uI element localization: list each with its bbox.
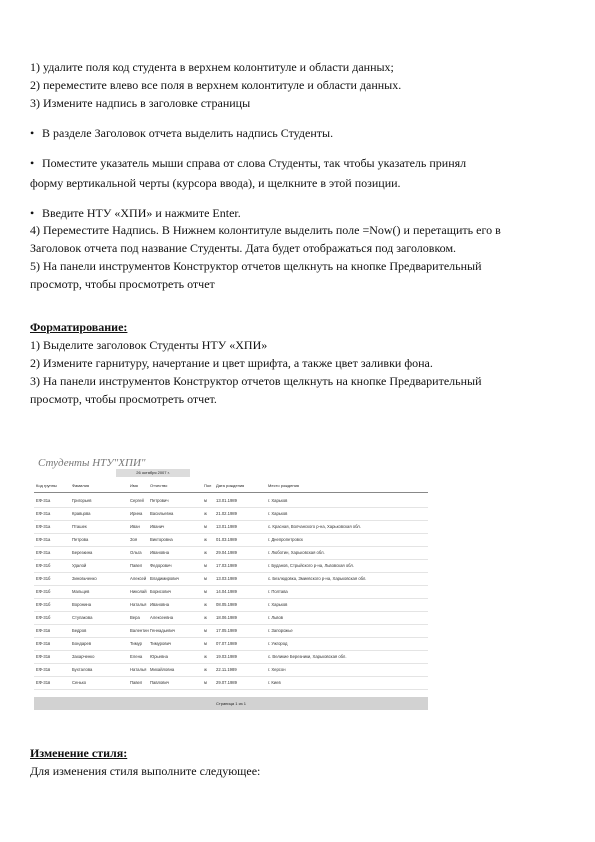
table-row bbox=[34, 625, 428, 638]
cell-first-name: Наталья bbox=[130, 667, 147, 672]
cell-gender: м bbox=[204, 524, 207, 529]
cell-birth-date: 13.01.1989 bbox=[216, 524, 237, 529]
header-gender: Пол bbox=[204, 483, 212, 488]
table-row bbox=[34, 495, 428, 508]
cell-birth-place: г. Буданов, Стрыйского р-на, Львовская обл. bbox=[268, 563, 354, 568]
step-3: 3) Измените надпись в заголовке страницы bbox=[30, 96, 251, 110]
cell-birth-place: г. Киев bbox=[268, 680, 281, 685]
table-row bbox=[34, 508, 428, 521]
header-birth-date: Дата рождения bbox=[216, 483, 245, 488]
cell-group-code: ЕФ-31в bbox=[36, 628, 51, 633]
table-row bbox=[34, 599, 428, 612]
cell-gender: м bbox=[204, 563, 207, 568]
cell-first-name: Вера bbox=[130, 615, 140, 620]
step-5-line-1: 5) На панели инструментов Конструктор отчетов щелкнуть на кнопке Предварительный bbox=[30, 259, 482, 273]
cell-first-name: Валентин bbox=[130, 628, 149, 633]
cell-last-name: Зиновьченко bbox=[72, 576, 97, 581]
table-row bbox=[34, 612, 428, 625]
cell-birth-place: с. Безлюдовка, Змиевского р-на, Харьковская обл. bbox=[268, 576, 367, 581]
cell-birth-date: 14.04.1989 bbox=[216, 589, 237, 594]
cell-last-name: Сенько bbox=[72, 680, 87, 685]
cell-birth-place: г. Полтава bbox=[268, 589, 288, 594]
cell-group-code: ЕФ-31в bbox=[36, 667, 51, 672]
cell-birth-place: г. Днепропетровск bbox=[268, 537, 303, 542]
report-header-row bbox=[34, 480, 428, 493]
cell-group-code: ЕФ-31а bbox=[36, 498, 51, 503]
cell-gender: ж bbox=[204, 654, 207, 659]
cell-patronymic: Ивановна bbox=[150, 550, 170, 555]
cell-gender: м bbox=[204, 680, 207, 685]
cell-birth-place: г. Херсон bbox=[268, 667, 286, 672]
cell-first-name: Елена bbox=[130, 654, 143, 659]
table-row bbox=[34, 573, 428, 586]
step-5-line-2: просмотр, чтобы просмотреть отчет bbox=[30, 277, 215, 291]
header-patronymic: Отчество bbox=[150, 483, 168, 488]
cell-gender: ж bbox=[204, 550, 207, 555]
table-row bbox=[34, 534, 428, 547]
cell-birth-place: г. Харьков bbox=[268, 511, 288, 516]
cell-birth-date: 08.05.1989 bbox=[216, 602, 237, 607]
cell-birth-date: 07.07.1989 bbox=[216, 641, 237, 646]
table-row bbox=[34, 664, 428, 677]
cell-gender: ж bbox=[204, 537, 207, 542]
cell-gender: м bbox=[204, 576, 207, 581]
cell-patronymic: Геннадьевич bbox=[150, 628, 175, 633]
table-row bbox=[34, 560, 428, 573]
cell-birth-date: 01.03.1989 bbox=[216, 537, 237, 542]
cell-first-name: Зоя bbox=[130, 537, 138, 542]
cell-first-name: Тимур bbox=[130, 641, 143, 646]
table-row bbox=[34, 586, 428, 599]
report-rows bbox=[34, 495, 428, 690]
cell-gender: ж bbox=[204, 667, 207, 672]
cell-gender: м bbox=[204, 498, 207, 503]
cell-first-name: Сергей bbox=[130, 498, 144, 503]
bullet-2-line-1: • Поместите указатель мыши справа от слова Студенты, так чтобы указатель принял bbox=[30, 155, 466, 171]
bullet-1: • В разделе Заголовок отчета выделить надпись Студенты. bbox=[30, 125, 333, 141]
cell-group-code: ЕФ-31а bbox=[36, 524, 51, 529]
cell-first-name: Павел bbox=[130, 680, 143, 685]
style-instruction: Для изменения стиля выполните следующее: bbox=[30, 764, 261, 778]
header-birth-place: Место рождения bbox=[268, 483, 299, 488]
cell-last-name: Бондарев bbox=[72, 641, 92, 646]
cell-patronymic: Михайловна bbox=[150, 667, 175, 672]
cell-birth-place: г. Харьков bbox=[268, 498, 288, 503]
cell-birth-place: г. Люботин, Харьковская обл. bbox=[268, 550, 325, 555]
cell-group-code: ЕФ-31а bbox=[36, 511, 51, 516]
cell-patronymic: Алексеевна bbox=[150, 615, 174, 620]
cell-last-name: Мальцев bbox=[72, 589, 90, 594]
step-4-line-2: Заголовок отчета под название Студенты. Дата будет отображаться под заголовком. bbox=[30, 241, 457, 255]
format-step-3-line-1: 3) На панели инструментов Конструктор отчетов щелкнуть на кнопке Предварительный bbox=[30, 374, 482, 388]
cell-first-name: Ольга bbox=[130, 550, 142, 555]
cell-last-name: Пташек bbox=[72, 524, 87, 529]
report-date: 26 октября 2007 г. bbox=[116, 469, 190, 477]
table-row bbox=[34, 547, 428, 560]
cell-group-code: ЕФ-31б bbox=[36, 563, 51, 568]
step-2: 2) переместите влево все поля в верхнем колонтитуле и области данных. bbox=[30, 78, 402, 92]
cell-last-name: Удалой bbox=[72, 563, 87, 568]
cell-gender: м bbox=[204, 589, 207, 594]
cell-patronymic: Петрович bbox=[150, 498, 169, 503]
formatting-heading: Форматирование: bbox=[30, 320, 128, 334]
format-step-2: 2) Измените гарнитуру, начертание и цвет шрифта, а также цвет заливки фона. bbox=[30, 356, 433, 370]
cell-birth-date: 18.06.1989 bbox=[216, 615, 237, 620]
cell-birth-date: 19.03.1989 bbox=[216, 654, 237, 659]
cell-group-code: ЕФ-31в bbox=[36, 641, 51, 646]
cell-first-name: Ирина bbox=[130, 511, 143, 516]
table-row bbox=[34, 651, 428, 664]
cell-patronymic: Юрьевна bbox=[150, 654, 168, 659]
cell-birth-date: 17.05.1989 bbox=[216, 628, 237, 633]
cell-first-name: Алексей bbox=[130, 576, 147, 581]
cell-first-name: Николай bbox=[130, 589, 147, 594]
cell-birth-date: 13.03.1989 bbox=[216, 576, 237, 581]
cell-group-code: ЕФ-31б bbox=[36, 615, 51, 620]
header-group-code: Код группы bbox=[36, 483, 57, 488]
cell-birth-date: 22.11.1989 bbox=[216, 667, 237, 672]
cell-birth-place: с. Красная, Волчанского р-на, Харьковская обл. bbox=[268, 524, 361, 529]
table-row bbox=[34, 521, 428, 534]
report-page-footer: Страница 1 из 1 bbox=[34, 697, 428, 710]
cell-patronymic: Васильевна bbox=[150, 511, 174, 516]
cell-last-name: Воронина bbox=[72, 602, 92, 607]
cell-last-name: Бухталова bbox=[72, 667, 93, 672]
cell-gender: ж bbox=[204, 602, 207, 607]
cell-gender: ж bbox=[204, 615, 207, 620]
cell-last-name: Григорьев bbox=[72, 498, 92, 503]
cell-patronymic: Викторовна bbox=[150, 537, 173, 542]
cell-patronymic: Тимурович bbox=[150, 641, 172, 646]
cell-group-code: ЕФ-31б bbox=[36, 576, 51, 581]
table-row bbox=[34, 677, 428, 690]
bullet-3: • Введите НТУ «ХПИ» и нажмите Enter. bbox=[30, 205, 241, 221]
report-title: Студенты НТУ"ХПИ" bbox=[38, 457, 146, 469]
cell-first-name: Наталья bbox=[130, 602, 147, 607]
cell-patronymic: Ивановна bbox=[150, 602, 170, 607]
cell-last-name: Березкина bbox=[72, 550, 93, 555]
cell-group-code: ЕФ-31а bbox=[36, 550, 51, 555]
cell-birth-place: с. Великие Березники, Харьковская обл. bbox=[268, 654, 347, 659]
table-row bbox=[34, 638, 428, 651]
cell-group-code: ЕФ-31б bbox=[36, 602, 51, 607]
format-step-3-line-2: просмотр, чтобы просмотреть отчет. bbox=[30, 392, 217, 406]
cell-last-name: Бедров bbox=[72, 628, 87, 633]
cell-birth-date: 21.02.1989 bbox=[216, 511, 237, 516]
cell-birth-place: г. Запорожье bbox=[268, 628, 293, 633]
cell-first-name: Павел bbox=[130, 563, 143, 568]
cell-birth-place: г. Ужгород bbox=[268, 641, 288, 646]
cell-gender: ж bbox=[204, 511, 207, 516]
cell-group-code: ЕФ-31в bbox=[36, 680, 51, 685]
cell-last-name: Ступакова bbox=[72, 615, 93, 620]
cell-gender: м bbox=[204, 628, 207, 633]
cell-birth-date: 29.07.1989 bbox=[216, 680, 237, 685]
bullet-2-line-2: форму вертикальной черты (курсора ввода), и щелкните в этой позиции. bbox=[30, 176, 401, 190]
cell-patronymic: Владимирович bbox=[150, 576, 179, 581]
cell-group-code: ЕФ-31в bbox=[36, 654, 51, 659]
cell-patronymic: Федорович bbox=[150, 563, 172, 568]
cell-last-name: Захарченко bbox=[72, 654, 95, 659]
cell-group-code: ЕФ-31б bbox=[36, 589, 51, 594]
cell-patronymic: Борисович bbox=[150, 589, 171, 594]
cell-patronymic: Иванич bbox=[150, 524, 165, 529]
format-step-1: 1) Выделите заголовок Студенты НТУ «ХПИ» bbox=[30, 338, 268, 352]
header-first-name: Имя bbox=[130, 483, 138, 488]
report-preview-image bbox=[34, 455, 428, 710]
header-last-name: Фамилия bbox=[72, 483, 89, 488]
step-1: 1) удалите поля код студента в верхнем колонтитуле и области данных; bbox=[30, 60, 394, 74]
cell-last-name: Петрова bbox=[72, 537, 89, 542]
cell-group-code: ЕФ-31а bbox=[36, 537, 51, 542]
cell-last-name: Кравцова bbox=[72, 511, 91, 516]
cell-birth-place: г. Харьков bbox=[268, 602, 288, 607]
cell-first-name: Иван bbox=[130, 524, 140, 529]
cell-birth-place: г. Львов bbox=[268, 615, 284, 620]
cell-birth-date: 29.04.1989 bbox=[216, 550, 237, 555]
cell-birth-date: 17.03.1989 bbox=[216, 563, 237, 568]
style-heading: Изменение стиля: bbox=[30, 746, 128, 760]
cell-birth-date: 13.01.1989 bbox=[216, 498, 237, 503]
cell-gender: м bbox=[204, 641, 207, 646]
step-4-line-1: 4) Переместите Надпись. В Нижнем колонтитуле выделить поле =Now() и перетащить его в bbox=[30, 223, 501, 237]
cell-patronymic: Павлович bbox=[150, 680, 170, 685]
